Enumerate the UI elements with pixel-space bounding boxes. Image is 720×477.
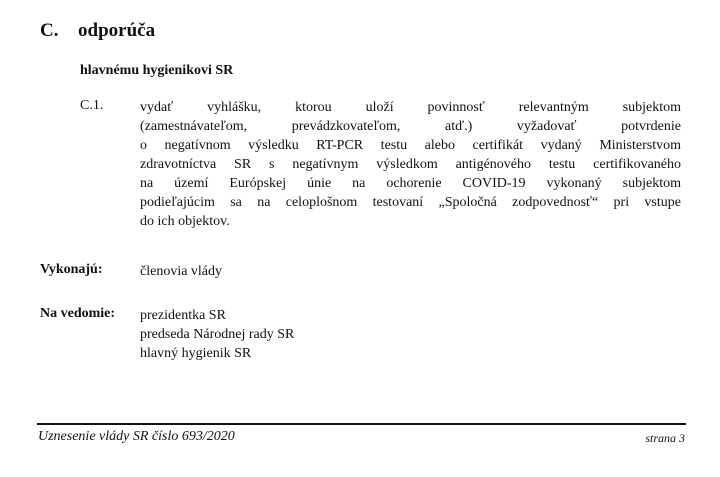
item-text-line: (zamestnávateľom, prevádzkovateľom, atď.) vyžadovať potvrdenie [140, 119, 681, 134]
notice-label: Na vedomie: [40, 306, 116, 321]
item-text-line: podieľajúcim sa na celoplošnom testovaní „Spoločná zodpovednosť“ pri vstupe [140, 195, 681, 210]
footer-divider [37, 423, 686, 425]
addressee-heading: hlavnému hygienikovi SR [80, 63, 234, 78]
item-text-line: na území Európskej únie na ochorenie COVID-19 vykonaný subjektom [140, 176, 681, 191]
section-letter: C. [40, 20, 59, 41]
item-text-line: zdravotníctva SR s negatívnym výsledkom antigénového testu certifikovaného [140, 157, 681, 172]
item-text [140, 98, 681, 231]
item-text-line: vydať vyhlášku, ktorou uloží povinnosť relevantným subjektom [140, 100, 681, 115]
item-number: C.1. [80, 98, 104, 113]
section-heading [40, 20, 155, 42]
notice-recipients [140, 306, 294, 363]
footer-page-number: strana 3 [645, 431, 685, 445]
footer-document-title: Uznesenie vlády SR číslo 693/2020 [38, 429, 235, 444]
notice-recipient: prezidentka SR [140, 308, 226, 323]
item-text-line: do ich objektov. [140, 214, 230, 229]
section-title: odporúča [78, 20, 156, 41]
executors-label: Vykonajú: [40, 262, 103, 277]
executors-value-text: členovia vlády [140, 264, 223, 279]
notice-recipient: predseda Národnej rady SR [140, 327, 295, 342]
notice-recipient: hlavný hygienik SR [140, 346, 252, 361]
item-text-line: o negatívnom výsledku RT-PCR testu alebo certifikát vydaný Ministerstvom [140, 138, 681, 153]
executors-value [140, 262, 222, 281]
